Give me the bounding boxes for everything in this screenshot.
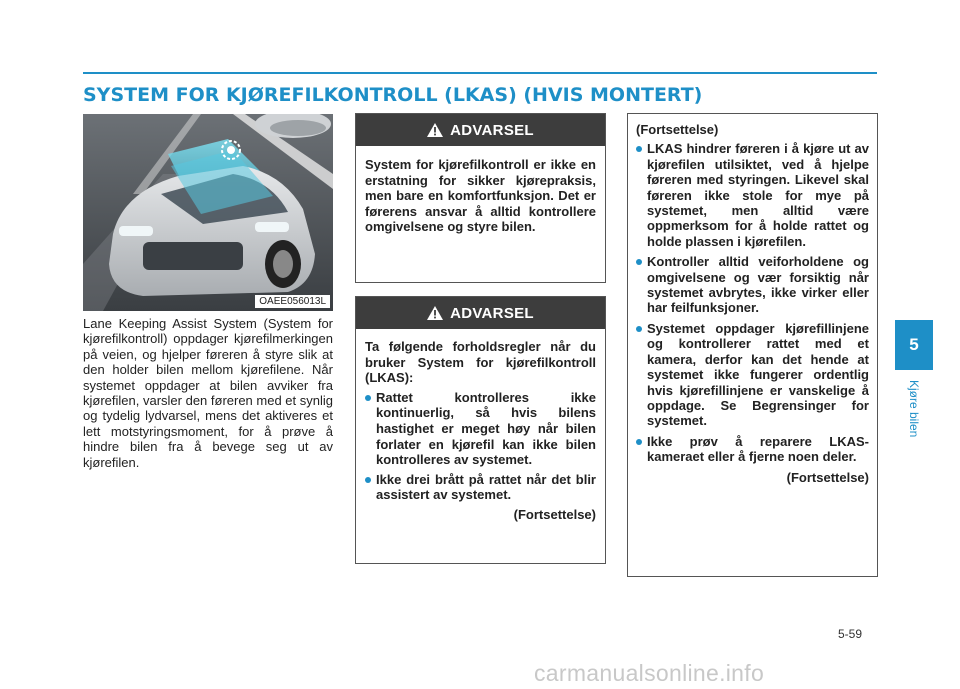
list-item: Systemet oppdager kjørefillinjene og kontrollerer rattet med et kamera, derfor kan det hende at systemet ikke fungerer ordentlig hvis kjørefillinjene er vanskelige å oppdage. Se Begrensinger for systemet. [636,321,869,429]
header-rule [83,72,877,74]
warning-header [356,114,605,146]
list-item: Kontroller alltid veiforholdene og omgivelsene og vær forsiktig når systemet avbrytes, ikke virker eller har feilfunksjoner. [636,254,869,316]
warning-header [356,297,605,329]
warning-box-1 [355,113,606,283]
warning-triangle-icon [427,306,443,320]
bullet-icon [365,395,371,401]
car-lane-illustration [83,114,333,311]
list-item: LKAS hindrer føreren i å kjøre ut av kjørefilen utilsiktet, ved å hjelpe føreren med styringen. Likevel skal føreren ikke stole for mye på systemet, men alltid være oppmerksom for å holde rattet og holde plassen i kjørefilen. [636,141,869,249]
warning-triangle-icon [427,123,443,137]
lkas-illustration [83,114,333,311]
continued-label: (Fortsettelse) [786,469,869,485]
bullet-icon [365,477,371,483]
warning-heading: ADVARSEL [450,304,534,322]
section-title: SYSTEM FOR KJØREFILKONTROLL (LKAS) (HVIS MONTERT) [83,84,703,106]
bullet-icon [636,326,642,332]
list-item: Ikke prøv å reparere LKAS-kameraet eller å fjerne noen deler. [636,434,869,465]
lkas-description: Lane Keeping Assist System (System for kjørefilkontroll) oppdager kjørefilmerkingen på veien, og hjelper føreren å styre slik at den holder bilen mellom kjørefilene. Når systemet oppdager at bilen avviker fra kjørefilen, varsler den føreren med et synlig og tydelig lydvarsel, mens det aktiveres et lett motstyringsmoment, for å prøve å hindre bilen fra å bevege seg ut av kjørefilen. [83,316,333,470]
continuation-box [627,113,878,577]
warning-intro: Ta følgende forholdsregler når du bruker System for kjørefilkontroll (LKAS): [365,339,596,386]
continuation-bullet-list [636,141,869,464]
bullet-icon [636,259,642,265]
chapter-label: Kjøre bilen [907,380,921,438]
warning-content [356,329,605,531]
watermark: carmanualsonline.info [534,660,765,686]
warning-text: System for kjørefilkontroll er ikke en erstatning for sikker kjørepraksis, men bare en komfortfunksjon. Det er førerens ansvar å alltid kontrollere omgivelsene og styre bilen. [365,157,596,235]
continued-label: (Fortsettelse) [513,506,596,522]
image-code: OAEE056013L [255,295,330,308]
warning-box-2 [355,296,606,564]
list-item: Ikke drei brått på rattet når det blir assistert av systemet. [365,472,596,503]
warning-bullet-list [365,390,596,503]
bullet-icon [636,146,642,152]
page-number: 5-59 [838,627,863,641]
warning-heading: ADVARSEL [450,121,534,139]
bullet-icon [636,439,642,445]
chapter-tab: 5 [895,320,933,370]
continuation-heading: (Fortsettelse) [636,122,719,137]
list-item: Rattet kontrolleres ikke kontinuerlig, så hvis bilens hastighet er meget høy når bilen forlater en kjørefil kan ikke bilen kontrolleres av systemet. [365,390,596,468]
